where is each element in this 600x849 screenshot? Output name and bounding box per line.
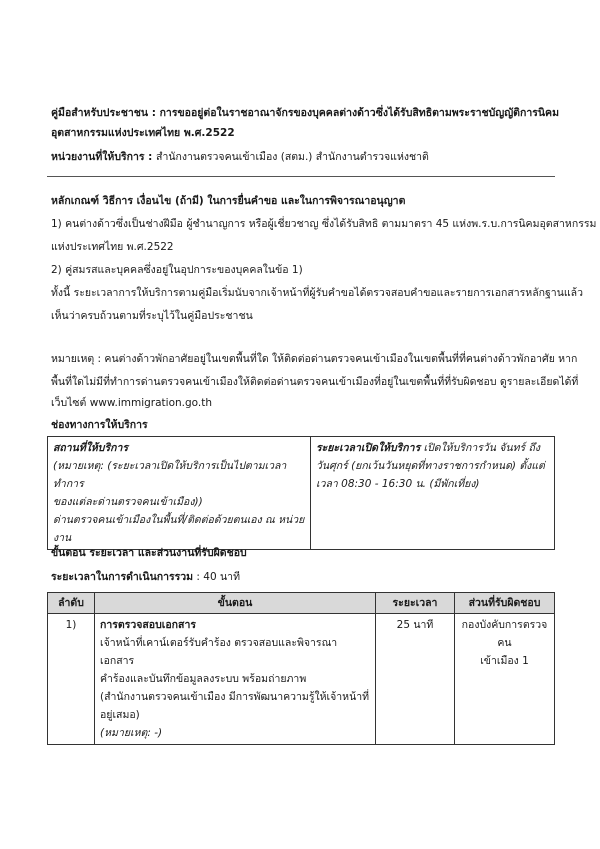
service-location-cell — [48, 437, 311, 550]
criteria-heading: หลักเกณฑ์ วิธีการ เงื่อนไข (ถ้ามี) ในการยื่นคำขอ และในการพิจารณาอนุญาต — [51, 195, 406, 207]
service-hours-value: เวลา 08:30 - 16:30 น. (มีพักเที่ยง) — [316, 478, 480, 490]
criteria-line: เห็นว่าครบถ้วนตามที่ระบุไว้ในคู่มือประชาชน — [51, 310, 253, 322]
agency-line — [51, 150, 429, 164]
service-hours-value: วันศุกร์ (ยกเว้นวันหยุดที่ทางราชการกำหนด) ตั้งแต่ — [316, 460, 545, 472]
channels-heading: ช่องทางการให้บริการ — [51, 419, 148, 431]
steps-table — [47, 592, 555, 745]
step-desc: (สำนักงานตรวจคนเข้าเมือง มีการพัฒนาความรู้ให้เจ้าหน้าที่ — [100, 691, 370, 703]
column-header: ลำดับ — [48, 593, 95, 614]
note-line: เว็บไซต์ www.immigration.go.th — [51, 397, 213, 409]
header-divider — [47, 176, 555, 177]
step-desc: อยู่เสมอ) — [100, 709, 140, 721]
service-location-note: ของแต่ละด่านตรวจคนเข้าเมือง)) — [53, 496, 203, 508]
step-number: 1) — [48, 614, 95, 745]
step-unit — [455, 614, 555, 745]
step-title: การตรวจสอบเอกสาร — [100, 619, 196, 631]
manual-label: คู่มือสำหรับประชาชน : — [51, 107, 160, 119]
service-location-note: (หมายเหตุ: (ระยะเวลาเปิดให้บริการเป็นไปตามเวลาทำการ — [53, 460, 287, 490]
criteria-line: แห่งประเทศไทย พ.ศ.2522 — [51, 241, 174, 253]
criteria-line: 2) คู่สมรสและบุคคลซึ่งอยู่ในอุปการะของบุคคลในข้อ 1) — [51, 264, 303, 276]
manual-title-line-2: อุตสาหกรรมแห่งประเทศไทย พ.ศ.2522 — [51, 127, 235, 139]
total-duration-value: : 40 นาที — [193, 571, 241, 583]
channels-table — [47, 436, 555, 550]
table-row — [48, 614, 555, 745]
column-header: ขั้นตอน — [95, 593, 376, 614]
note-line: พื้นที่ใดไม่มีที่ทำการด่านตรวจคนเข้าเมืองให้ติดต่อด่านตรวจคนเข้าเมืองที่อยู่ในเขตพื้นที่ที่รับผิดชอบ ดูรายละเอียดได้ที่ — [51, 376, 579, 388]
step-unit-line: เข้าเมือง 1 — [480, 655, 529, 667]
step-desc: เจ้าหน้าที่เคาน์เตอร์รับคำร้อง ตรวจสอบและพิจารณาเอกสาร — [100, 637, 338, 667]
criteria-line: 1) คนต่างด้าวซึ่งเป็นช่างฝีมือ ผู้ชำนาญการ หรือผู้เชี่ยวชาญ ซึ่งได้รับสิทธิ ตามมาตรา 45 แห่งพ.ร.บ.การนิคมอุตสาหกรรม — [51, 218, 597, 230]
step-note: (หมายเหตุ: -) — [100, 727, 163, 739]
service-hours-value: เปิดให้บริการวัน จันทร์ ถึง — [420, 442, 540, 454]
agency-label: หน่วยงานที่ให้บริการ : — [51, 151, 157, 163]
steps-header-row — [48, 593, 555, 614]
steps-heading: ขั้นตอน ระยะเวลา และส่วนงานที่รับผิดชอบ — [51, 547, 247, 559]
step-duration: 25 นาที — [376, 614, 455, 745]
note-line: หมายเหตุ : คนต่างด้าวพักอาศัยอยู่ในเขตพื้นที่ใด ให้ติดต่อด่านตรวจคนเข้าเมืองในเขตพื้นที่ที่คนต่างด้าวพักอาศัย หาก — [51, 353, 578, 365]
manual-title-line-1 — [51, 106, 559, 120]
manual-title: การขออยู่ต่อในราชอาณาจักรของบุคคลต่างด้าวซึ่งได้รับสิทธิตามพระราชบัญญัติการนิคม — [159, 107, 559, 119]
service-hours-cell — [311, 437, 555, 550]
step-detail — [95, 614, 376, 745]
agency-value: สำนักงานตรวจคนเข้าเมือง (สตม.) สำนักงานตำรวจแห่งชาติ — [156, 151, 429, 163]
step-unit-line: กองบังคับการตรวจคน — [461, 619, 548, 649]
total-duration — [51, 570, 240, 584]
service-location-value: ด่านตรวจคนเข้าเมืองในพื้นที่/ติดต่อด้วยตนเอง ณ หน่วยงาน — [53, 514, 305, 544]
column-header: ส่วนที่รับผิดชอบ — [455, 593, 555, 614]
total-duration-label: ระยะเวลาในการดำเนินการรวม — [51, 571, 194, 583]
step-desc: คำร้องและบันทึกข้อมูลลงระบบ พร้อมถ่ายภาพ — [100, 673, 307, 685]
service-hours-title: ระยะเวลาเปิดให้บริการ — [316, 442, 421, 454]
criteria-line: ทั้งนี้ ระยะเวลาการให้บริการตามคู่มือเริ่มนับจากเจ้าหน้าที่ผู้รับคำขอได้ตรวจสอบคำขอและรายการเอกสารหลักฐานแล้ว — [51, 287, 583, 299]
column-header: ระยะเวลา — [376, 593, 455, 614]
service-location-title: สถานที่ให้บริการ — [53, 442, 129, 454]
